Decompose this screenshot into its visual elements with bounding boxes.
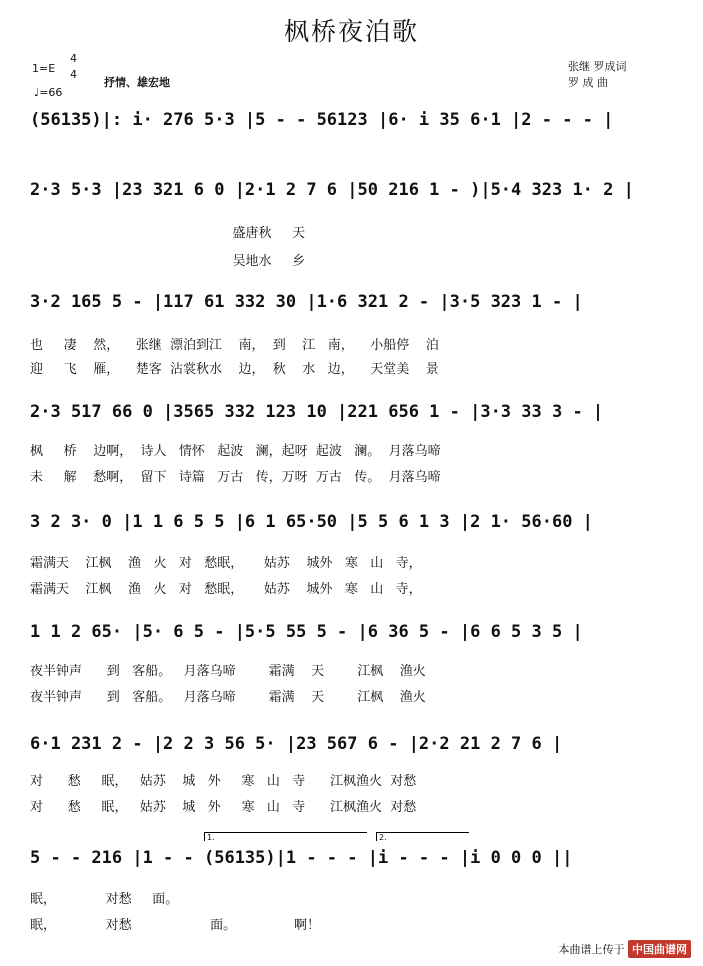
lyric-verse-2: 夜半钟声 到 客船。 月落乌啼 霜满 天 江枫 渔火 <box>30 690 426 705</box>
lyric-verse-2: 霜满天 江枫 渔 火 对 愁眠， 姑苏 城外 寒 山 寺， <box>30 582 422 597</box>
lyric-verse-2: 迎 飞 雁， 楚客 沾裳秋水 边， 秋 水 边， 天堂美 景 <box>30 362 439 377</box>
page-title: 枫桥夜泊歌 <box>283 17 419 46</box>
second-ending-bracket: 2. <box>376 832 469 841</box>
lyric-verse-2: 对 愁 眠， 姑苏 城 外 寒 山 寺 江枫渔火 对愁 <box>30 800 417 815</box>
composer-credit: 罗 成 曲 <box>568 76 608 89</box>
notation-text: 5 - - 216 |1 - - (56135)|1 - - - |i - - - |i 0 0 0 || <box>30 848 573 868</box>
tempo-marking: ♩=66 <box>34 86 63 99</box>
lyric-verse-2: 未 解 愁啊， 留下 诗篇 万古 传，万呀 万古 传。 月落乌啼 <box>30 470 441 485</box>
notation-text: 6·1 231 2 - |2 2 3 56 5· |23 567 6 - |2·2 21 2 7 6 | <box>30 734 563 754</box>
lyric-verse-1: 也 凄 然， 张继 漂泊到江 南， 到 江 南， 小船停 泊 <box>30 338 439 353</box>
notation-text: 2·3 517 66 0 |3565 332 123 10 |221 656 1 - |3·3 33 3 - | <box>30 402 604 422</box>
notation-line <box>30 110 690 138</box>
lyric-verse-1: 夜半钟声 到 客船。 月落乌啼 霜满 天 江枫 渔火 <box>30 664 426 679</box>
notation-text: 3·2 165 5 - |117 61 332 30 |1·6 321 2 - |3·5 323 1 - | <box>30 292 583 312</box>
footer-text: 本曲谱上传于 <box>558 943 625 956</box>
notation-line <box>30 180 690 208</box>
lyric-verse-1: 盛唐秋 天 <box>30 226 306 241</box>
footer-credit <box>559 940 692 958</box>
notation-text: (56135)|: i· 276 5·3 |5 - - 56123 |6· i 35 6·1 |2 - - - | <box>30 110 614 130</box>
notation-line <box>30 622 690 650</box>
notation-line <box>30 402 690 430</box>
time-signature-bottom: 4 <box>70 68 77 81</box>
notation-line <box>30 734 690 762</box>
first-ending-bracket: 1. <box>204 832 367 841</box>
lyric-verse-1: 枫 桥 边啊， 诗人 情怀 起波 澜，起呀 起波 澜。 月落乌啼 <box>30 444 441 459</box>
lyric-verse-1: 霜满天 江枫 渔 火 对 愁眠， 姑苏 城外 寒 山 寺， <box>30 556 422 571</box>
lyric-verse-1: 眠， 对愁 面。 <box>30 892 179 907</box>
lyricist-credit: 张继 罗成词 <box>568 60 627 73</box>
lyric-verse-2: 眠， 对愁 面。 啊！ <box>30 918 320 933</box>
notation-line <box>30 512 690 540</box>
notation-text: 3 2 3· 0 |1 1 6 5 5 |6 1 65·50 |5 5 6 1 3 |2 1· 56·60 | <box>30 512 593 532</box>
notation-line <box>30 292 690 320</box>
expression-marking: 抒情、雄宏地 <box>104 76 170 89</box>
notation-line <box>30 848 690 876</box>
key-signature: 1=E <box>32 62 56 75</box>
lyric-verse-1: 对 愁 眠， 姑苏 城 外 寒 山 寺 江枫渔火 对愁 <box>30 774 417 789</box>
notation-text: 2·3 5·3 |23 321 6 0 |2·1 2 7 6 |50 216 1 - )|5·4 323 1· 2 | <box>30 180 634 200</box>
notation-text: 1 1 2 65· |5· 6 5 - |5·5 55 5 - |6 36 5 - |6 6 5 3 5 | <box>30 622 583 642</box>
site-logo[interactable]: 中国曲谱网 <box>628 940 691 958</box>
time-signature-top: 4 <box>70 52 77 65</box>
lyric-verse-2: 吴地水 乡 <box>30 254 306 269</box>
